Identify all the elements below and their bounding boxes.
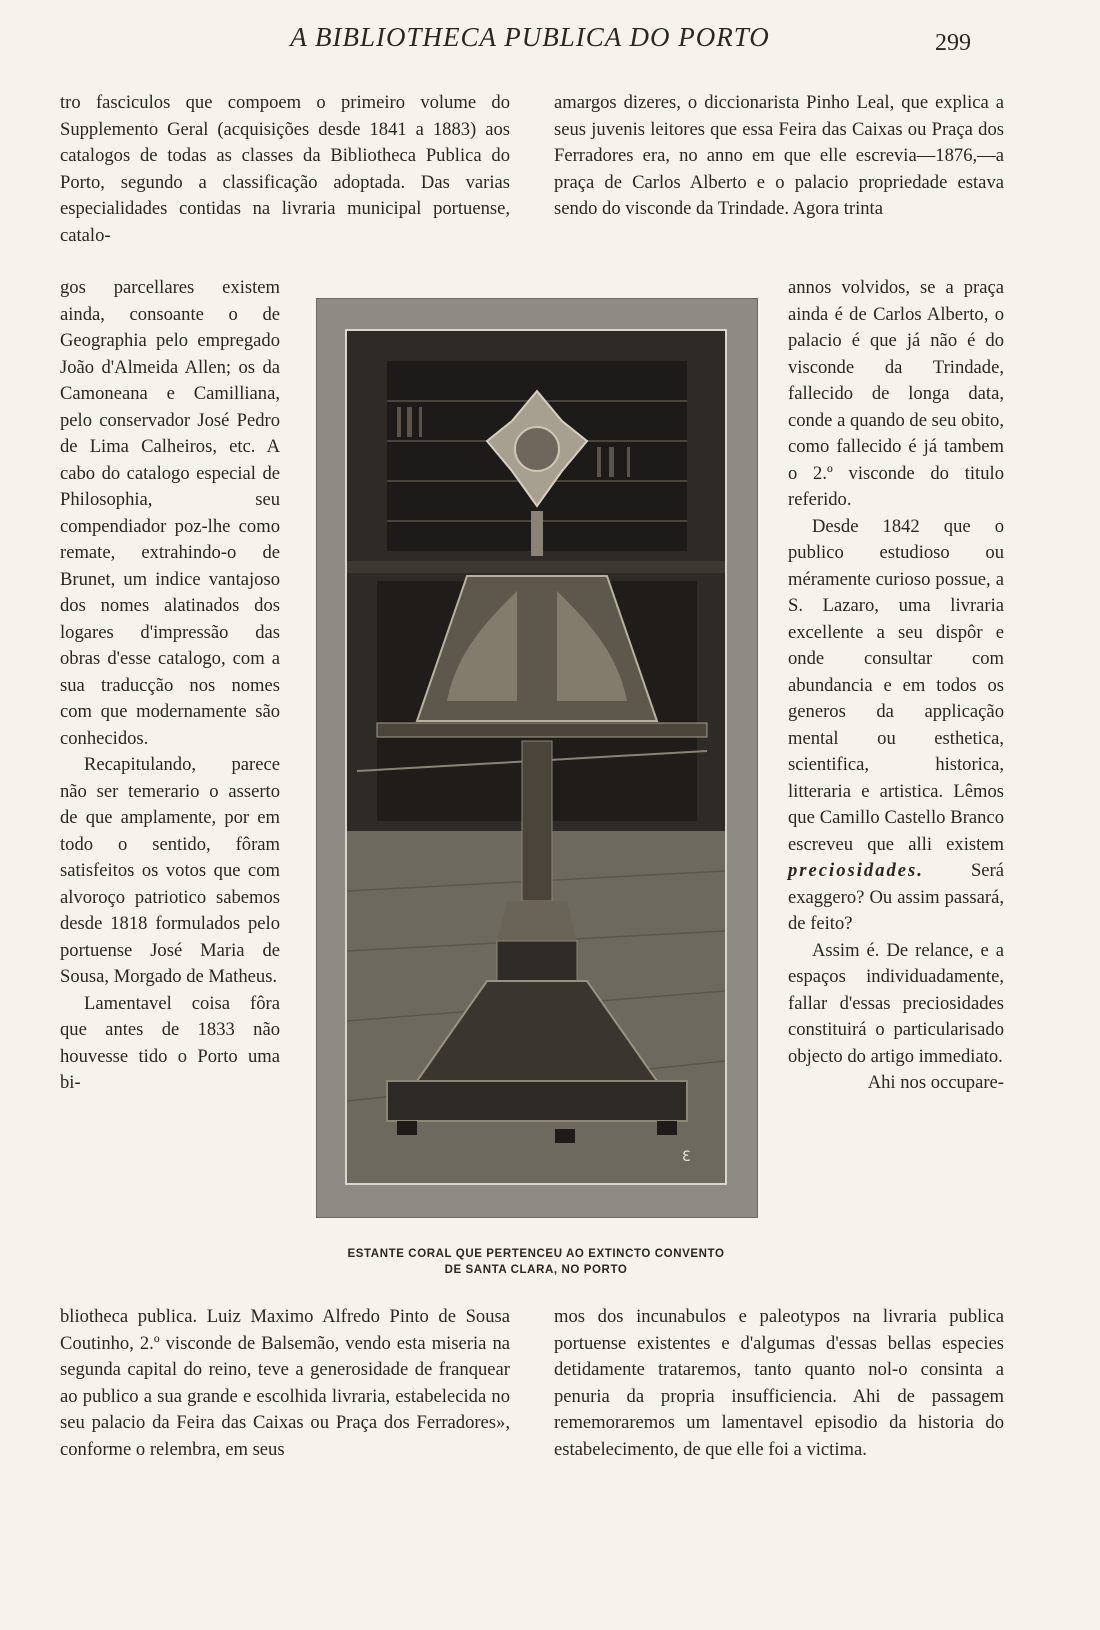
caption-line: DE SANTA CLARA, NO PORTO [444, 1264, 628, 1276]
figure-caption [316, 1246, 756, 1278]
top-left-column [60, 90, 510, 249]
paragraph: tro fasciculos que compoem o primeiro volume do Supplemento Geral (acquisições desde 1841 a 1883) aos catalogos de todas as classes da Bibliotheca Publica do Porto, segundo a classificação adoptada. Das varias especialidades contidas na livraria municipal portuense, catalo- [60, 92, 510, 246]
text-run: Será exaggero? Ou assim passará, de feito? [788, 860, 1004, 934]
top-right-column [554, 90, 1004, 223]
paragraph: amargos dizeres, o diccionarista Pinho Leal, que explica a seus juvenis leitores que essa Feira das Caixas ou Praça dos Ferradores era, no anno em que elle escrevia—1876,—a praça de Carlos Alberto e o palacio propriedade estava sendo do visconde da Trindade. Agora trinta [554, 92, 1004, 219]
bottom-right-column [554, 1304, 1004, 1463]
paragraph: gos parcellares existem ainda, consoante o de Geographia pelo empregado João d'Almeida Allen; os da Camoneana e Camilliana, pelo conservador José Pedro de Lima Calheiros, etc. A cabo do catalogo especial de Philosophia, seu compendiador poz-lhe como remate, extrahindo-o de Brunet, um indice vantajoso dos nomes alatinados dos logares d'impressão das obras d'esse catalogo, com a sua traducção nos nomes com que modernamente são conhecidos. [60, 277, 280, 749]
left-narrow-column [60, 275, 280, 1097]
lectern-illustration [347, 331, 725, 1183]
paragraph: mos dos incunabulos e paleotypos na livraria publica portuense existentes e d'algumas d'essas bellas especies detidamente trataremos, tanto quanto nol-o consinta a penuria da propria insufficiencia. Ahi de passagem rememoraremos um lamentavel episodio da historia do estabelecimento, de que elle foi a victima. [554, 1306, 1004, 1460]
paragraph: Recapitulando, parece não ser temerario o asserto de que amplamente, por em todo o sentido, fôram satisfeitos os votos que com alvoroço patriotico sabemos desde 1818 formulados pelo portuense José Maria de Sousa, Morgado de Matheus. [60, 754, 280, 987]
svg-text:Ɛ: Ɛ [682, 1149, 691, 1165]
emphasized-word: preciosidades. [788, 860, 924, 881]
caption-line: ESTANTE CORAL QUE PERTENCEU AO EXTINCTO CONVENTO [347, 1248, 725, 1260]
paragraph: Lamentavel coisa fôra que antes de 1833 não houvesse tido o Porto uma bi- [60, 992, 280, 1093]
paragraph: Ahi nos occupare- [867, 1072, 1004, 1093]
paragraph: Assim é. De relance, e a espaços individuadamente, fallar d'essas preciosidades constituirá o particularisado objecto do artigo immediato. [788, 939, 1004, 1067]
lectern-photograph [345, 329, 727, 1185]
page-header-title: A BIBLIOTHECA PUBLICA DO PORTO [290, 22, 770, 52]
right-narrow-column [788, 275, 1004, 1097]
paragraph: annos volvidos, se a praça ainda é de Carlos Alberto, o palacio é que já não é do visconde da Trindade, fallecido de longa data, conde a quando de seu obito, como fallecido é já tambem o 2.º visconde do titulo referido. [788, 277, 1004, 510]
bottom-left-column [60, 1304, 510, 1463]
figure-plate [316, 298, 758, 1218]
page-number: 299 [935, 30, 971, 56]
text-run: Desde 1842 que o publico estudioso ou méramente curioso possue, a S. Lazaro, uma livraria excellente a seu dispôr e onde consultar com abundancia e em todos os generos da applicação mental ou esthetica, scientifica, historica, litteraria e artistica. Lêmos que Camillo Castello Branco escreveu que alli existem [788, 515, 1004, 855]
paragraph [788, 514, 1004, 938]
paragraph: bliotheca publica. Luiz Maximo Alfredo Pinto de Sousa Coutinho, 2.º visconde de Balsemão, vendo esta miseria na segunda capital do reino, teve a generosidade de franquear ao publico a sua grande e escolhida livraria, estabelecida no seu palacio da Feira das Caixas ou Praça dos Ferradores», conforme o relembra, em seus [60, 1306, 510, 1460]
